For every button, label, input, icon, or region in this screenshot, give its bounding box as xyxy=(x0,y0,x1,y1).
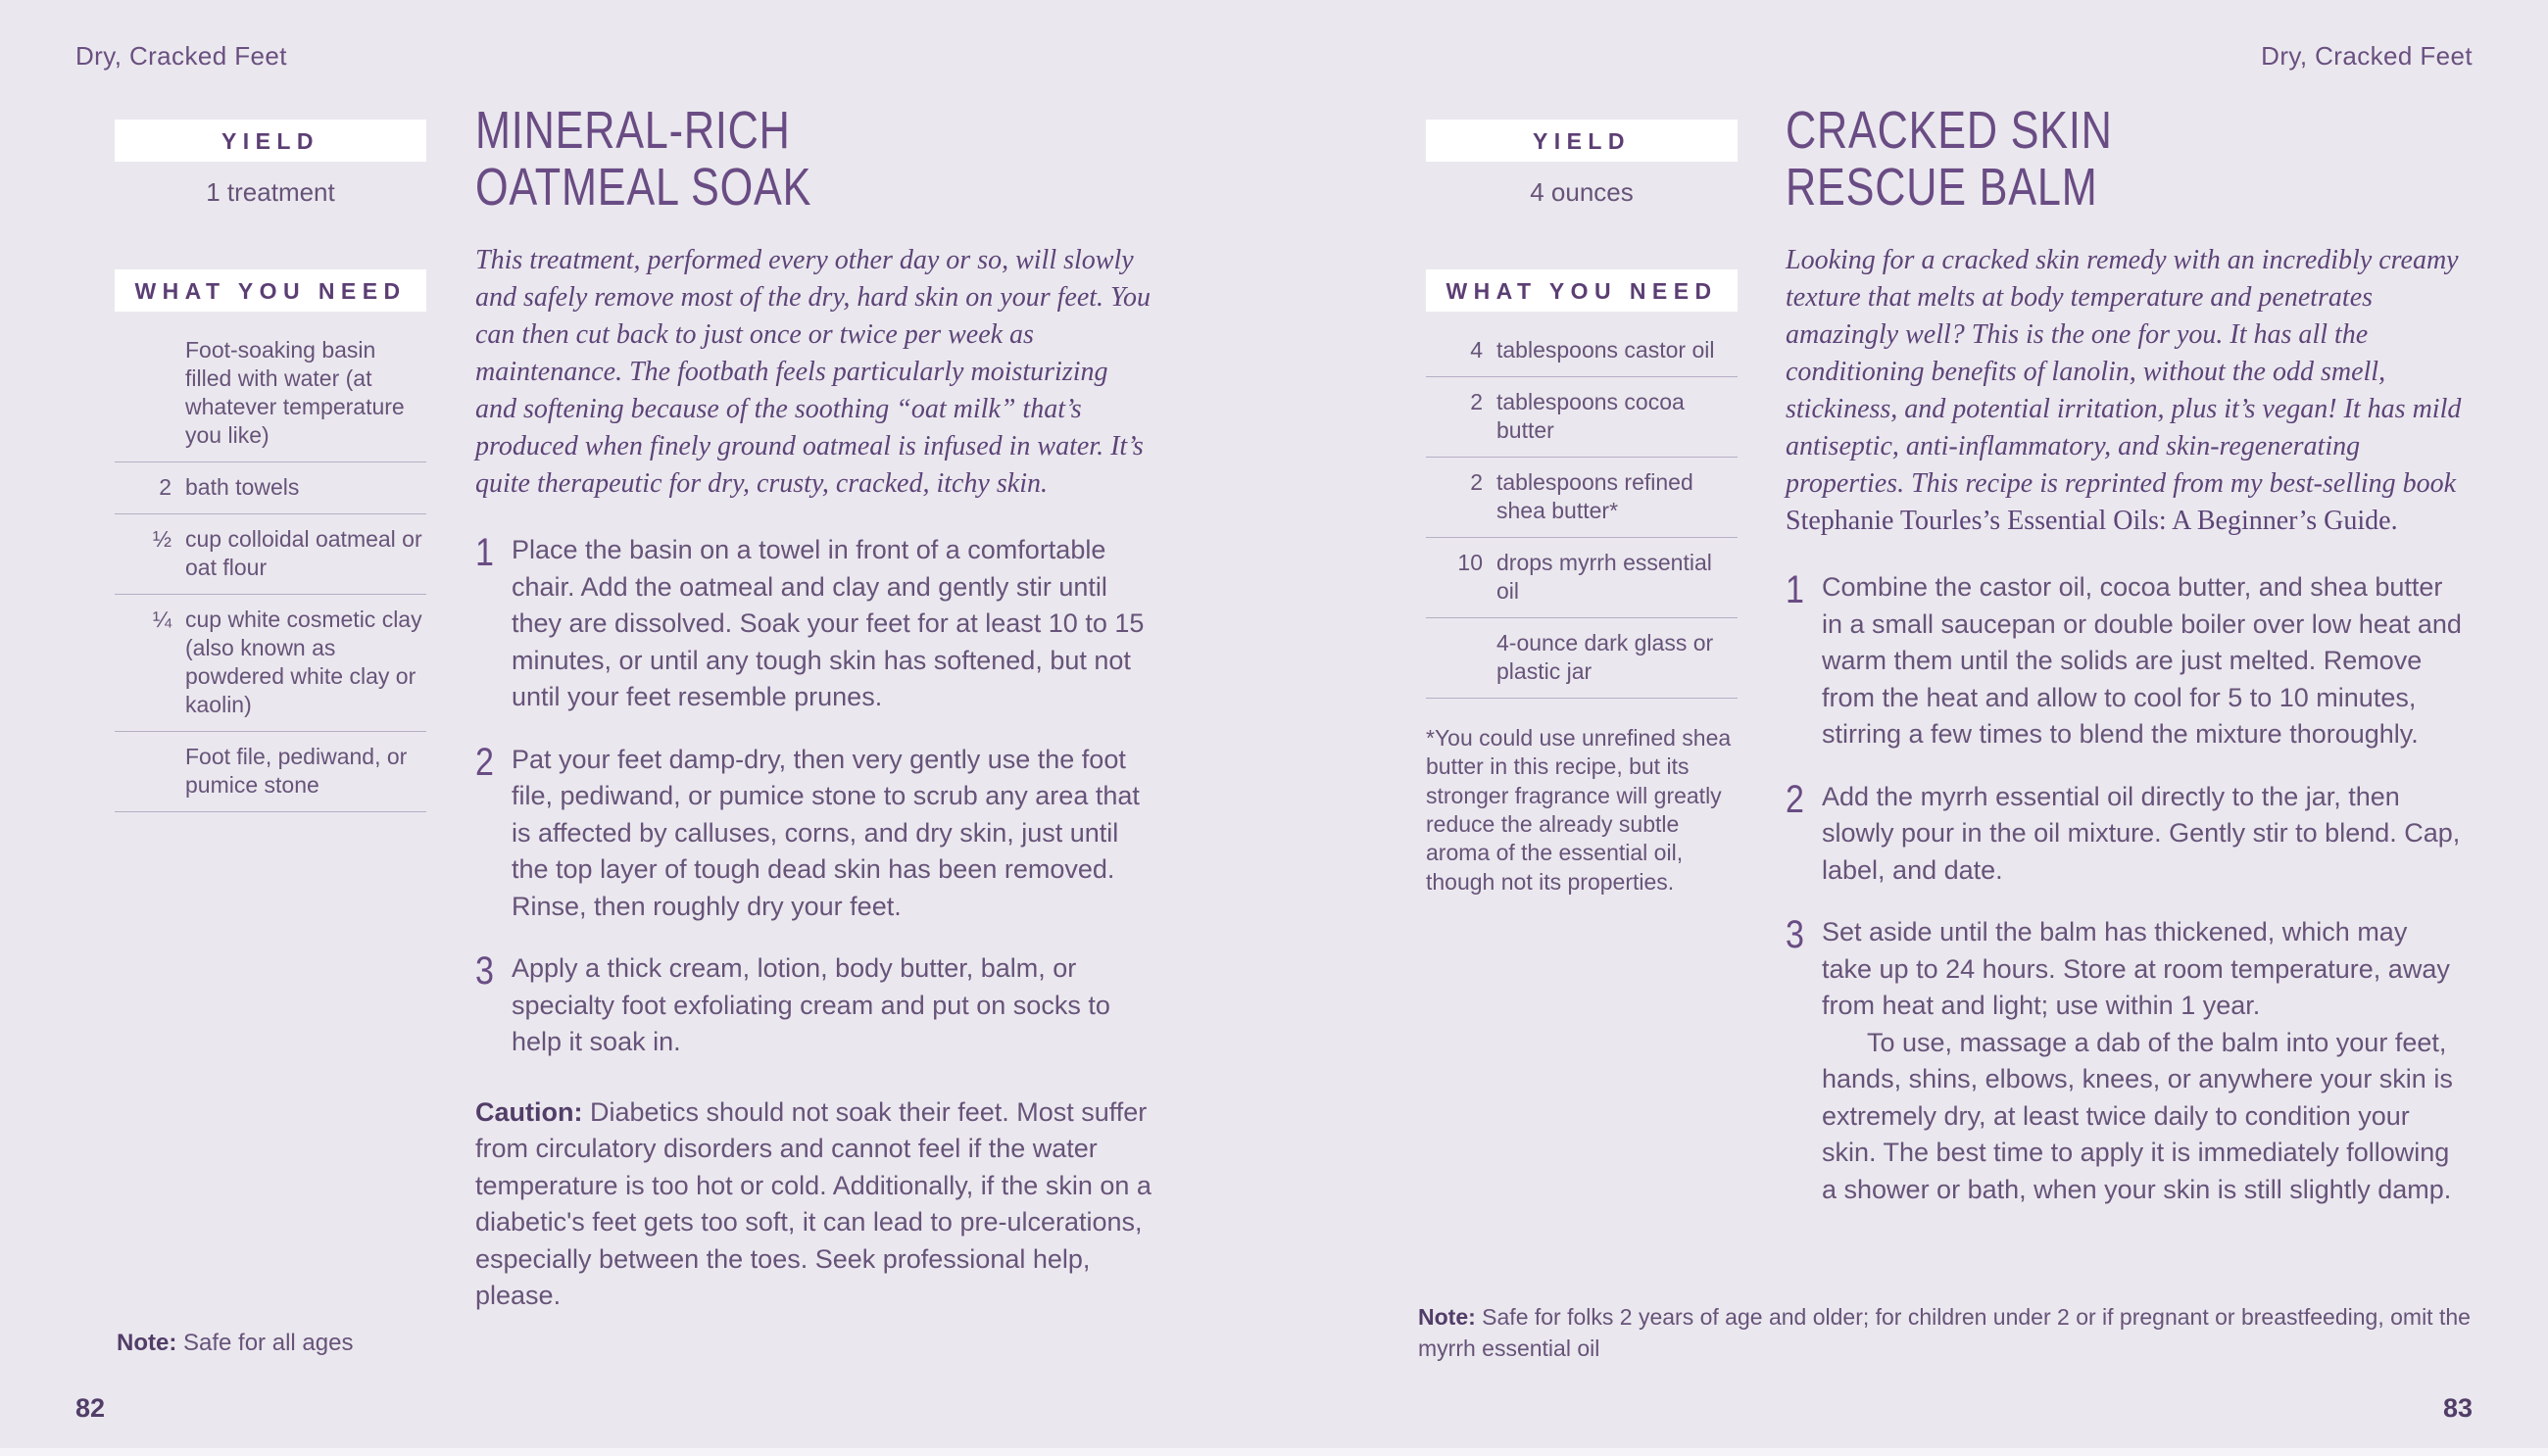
note-right xyxy=(1418,1301,2476,1364)
ingredient-qty: 10 xyxy=(1457,549,1483,575)
ingredient-text: tablespoons cocoa butter xyxy=(1496,388,1685,443)
ingredient-qty xyxy=(115,743,185,800)
ingredient-text: tablespoons refined shea butter* xyxy=(1496,468,1693,523)
recipe-step xyxy=(475,950,1152,1061)
recipe-step xyxy=(475,742,1152,926)
step-text: Add the myrrh essential oil directly to the jar, then slowly pour in the oil mixture. Gently stir to blend. Cap, label, and date. xyxy=(1822,781,2461,885)
page-number-right: 83 xyxy=(2442,1393,2473,1423)
recipe-step xyxy=(475,532,1152,716)
ingredient-row xyxy=(115,325,426,462)
ingredient-text: drops myrrh essential oil xyxy=(1496,549,1712,604)
recipe-step xyxy=(1786,914,2462,1208)
step-number: 2 xyxy=(475,740,494,784)
step-text: Combine the castor oil, cocoa butter, and shea butter in a small saucepan or double boiler over low heat and warm them until the solids are just melted. Remove from the heat and allow to cool for 5 to 10 minutes, stirring a few times to blend the mixture thoroughly. xyxy=(1822,572,2462,750)
yield-label: YIELD xyxy=(1426,120,1738,162)
step-text: Place the basin on a towel in front of a comfortable chair. Add the oatmeal and clay and gently stir until they are dissolved. Soak your feet for at least 10 to 15 minutes, or until any tough skin has softened, but not until your feet resemble prunes. xyxy=(512,535,1145,712)
ingredient-list xyxy=(115,325,426,812)
step-text: Apply a thick cream, lotion, body butter, balm, or specialty foot exfoliating cream and put on socks to help it soak in. xyxy=(512,953,1110,1057)
recipe-title-line2: OATMEAL SOAK xyxy=(475,158,812,218)
ingredient-qty xyxy=(115,336,185,450)
running-header-right: Dry, Cracked Feet xyxy=(2261,41,2473,71)
caution-text: Diabetics should not soak their feet. Most suffer from circulatory disorders and cannot feel if the water temperature is too hot or cold. Additionally, if the skin on a diabetic's feet gets too soft, it can lead to pre-ulcerations, especially between the toes. Seek professional help, please. xyxy=(475,1096,1152,1311)
ingredient-qty: ½ xyxy=(152,525,172,552)
ingredient-row xyxy=(1426,325,1738,377)
intro-italic-text: Looking for a cracked skin remedy with an incredibly creamy texture that melts at body temperature and penetrates amazingly well? This is the one for you. It has all the conditioning benefits of lanolin, without the odd smell, stickiness, and potential irritation, plus it’s vegan! It has mild antiseptic, anti-inflammatory, and skin-regenerating properties. This recipe is reprinted from my best-selling book xyxy=(1786,244,2462,500)
what-you-need-label: WHAT YOU NEED xyxy=(1426,269,1738,312)
recipe-steps xyxy=(1786,569,2462,1208)
yield-section-right xyxy=(1426,120,1738,208)
ingredient-list xyxy=(1426,325,1738,699)
page-number-left: 82 xyxy=(75,1393,106,1423)
yield-value: 1 treatment xyxy=(206,177,335,207)
ingredient-text: cup white cosmetic clay (also known as powdered white clay or kaolin) xyxy=(185,606,422,717)
caution-label: Caution: xyxy=(475,1096,583,1127)
ingredient-qty: 2 xyxy=(159,473,172,500)
yield-section-left xyxy=(115,120,426,208)
recipe-title-line1: CRACKED SKIN xyxy=(1786,101,2113,160)
step-number: 1 xyxy=(475,531,494,575)
shea-butter-footnote: *You could use unrefined shea butter in this recipe, but its stronger fragrance will greatly reduce the already subtle aroma of the essential oil, though not its properties. xyxy=(1426,724,1732,895)
recipe-title-line2: RESCUE BALM xyxy=(1786,158,2098,218)
recipe-title-line1: MINERAL-RICH xyxy=(475,101,791,160)
ingredient-qty: 2 xyxy=(1470,468,1483,495)
ingredient-text: 4-ounce dark glass or plastic jar xyxy=(1496,629,1714,684)
ingredient-row xyxy=(1426,377,1738,458)
yield-label: YIELD xyxy=(115,120,426,162)
note-label: Note: xyxy=(117,1330,177,1356)
ingredient-qty: 2 xyxy=(1470,388,1483,414)
step-text-continued: To use, massage a dab of the balm into your feet, hands, shins, elbows, knees, or anywhere your skin is extremely dry, at least twice daily to condition your skin. The best time to apply it is immediately following a shower or bath, when your skin is still slightly damp. xyxy=(1822,1027,2453,1204)
ingredient-row xyxy=(115,514,426,595)
intro-book-title: Stephanie Tourles’s Essential Oils: A Beginner’s Guide. xyxy=(1786,506,2398,537)
ingredient-qty: ¼ xyxy=(152,606,172,632)
yield-value: 4 ounces xyxy=(1530,177,1634,207)
what-you-need-section-right xyxy=(1426,269,1738,897)
ingredient-row xyxy=(115,595,426,732)
what-you-need-section-left xyxy=(115,269,426,812)
ingredient-text: cup colloidal oatmeal or oat flour xyxy=(185,525,422,580)
ingredient-text: tablespoons castor oil xyxy=(1496,337,1715,363)
ingredient-row xyxy=(1426,618,1738,699)
note-left xyxy=(117,1327,705,1360)
step-number: 1 xyxy=(1786,568,1804,612)
step-text: Pat your feet damp-dry, then very gently use the foot file, pediwand, or pumice stone to scrub any area that is affected by calluses, corns, and dry skin, just until the top layer of tough dead skin has been removed. Rinse, then roughly dry your feet. xyxy=(512,744,1140,921)
ingredient-qty xyxy=(1426,629,1496,686)
ingredient-text: bath towels xyxy=(185,473,300,500)
recipe-intro xyxy=(1786,242,2462,541)
ingredient-row xyxy=(1426,538,1738,618)
ingredient-text: Foot file, pediwand, or pumice stone xyxy=(185,743,408,798)
recipe-left xyxy=(475,102,1152,1315)
recipe-title xyxy=(475,102,1016,217)
recipe-right xyxy=(1786,102,2462,1235)
running-header-left: Dry, Cracked Feet xyxy=(75,41,287,71)
ingredient-row xyxy=(1426,458,1738,538)
note-text: Safe for all ages xyxy=(183,1330,354,1356)
recipe-step xyxy=(1786,779,2462,890)
recipe-step xyxy=(1786,569,2462,753)
step-number: 3 xyxy=(475,949,494,994)
ingredient-row xyxy=(115,462,426,514)
what-you-need-label: WHAT YOU NEED xyxy=(115,269,426,312)
recipe-steps xyxy=(475,532,1152,1061)
recipe-title xyxy=(1786,102,2327,217)
recipe-intro: This treatment, performed every other day or so, will slowly and safely remove most of the dry, hard skin on your feet. You can then cut back to just once or twice per week as maintenance. The footbath feels particularly moisturizing and softening because of the soothing “oat milk” that’s produced when finely ground oatmeal is infused in water. It’s quite therapeutic for dry, crusty, cracked, itchy skin. xyxy=(475,244,1152,500)
caution-paragraph xyxy=(475,1094,1152,1315)
ingredient-qty: 4 xyxy=(1470,337,1483,363)
note-text: Safe for folks 2 years of age and older; for children under 2 or if pregnant or breastfeeding, omit the myrrh essential oil xyxy=(1418,1304,2471,1362)
ingredient-row xyxy=(115,732,426,812)
page-edge-strip xyxy=(0,1448,2548,1456)
step-text: Set aside until the balm has thickened, which may take up to 24 hours. Store at room temperature, away from heat and light; use within 1 year. xyxy=(1822,917,2450,1021)
step-number: 3 xyxy=(1786,913,1804,957)
step-number: 2 xyxy=(1786,777,1804,821)
note-label: Note: xyxy=(1418,1304,1476,1330)
ingredient-text: Foot-soaking basin filled with water (at whatever temperature you like) xyxy=(185,337,405,448)
